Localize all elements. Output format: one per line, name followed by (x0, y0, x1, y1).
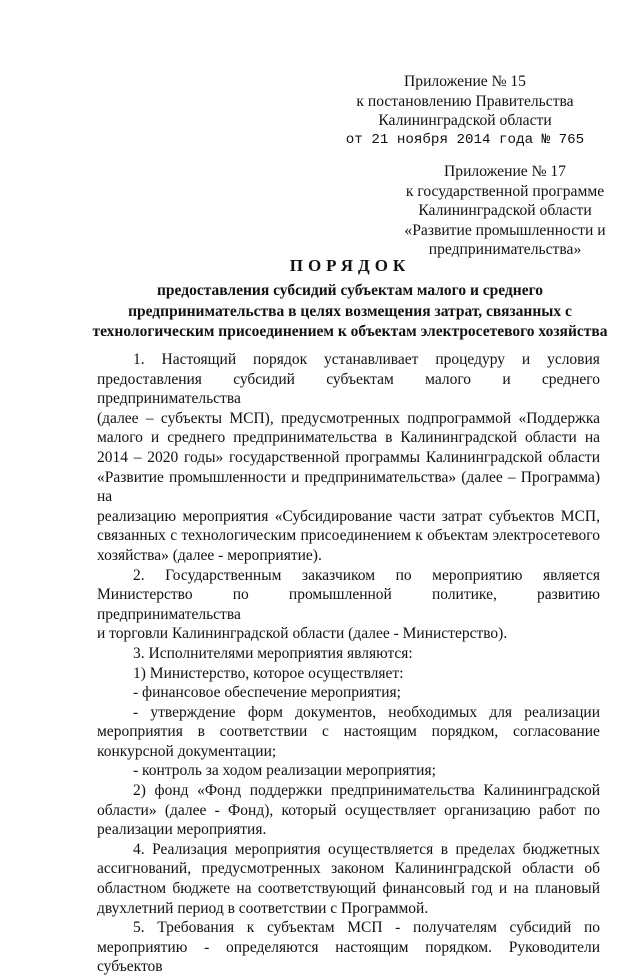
body-line: 2) фонд «Фонд поддержки предпринимательства Калининградской (133, 782, 600, 800)
subtitle-line: предпринимательства в целях возмещения затрат, связанных с (128, 302, 572, 320)
body-line: конкурсной документации; (97, 742, 277, 760)
body-word: порядком, (431, 723, 499, 741)
body-word: согласование (513, 723, 600, 741)
body-word: настоящим (343, 723, 417, 741)
body-word: по (395, 566, 412, 584)
body-line: ассигнований, предусмотренных законом Калининградской области об (97, 860, 600, 878)
body-word: мероприятию (432, 566, 523, 584)
document-body (97, 350, 600, 977)
subtitle-line: технологическим присоединением к объектам электросетевого хозяйства (92, 323, 608, 340)
appendix-15-date: от 21 ноября 2014 года № 765 (345, 131, 585, 148)
body-word: является (543, 566, 600, 584)
body-word: Настоящий (161, 351, 237, 368)
appendix-15-header (330, 72, 600, 150)
body-word: порядок (253, 351, 308, 368)
body-line: реализацию мероприятия «Субсидирование части затрат субъектов МСП, (97, 507, 600, 525)
body-word: 1. (133, 351, 145, 368)
appendix-17-program-name-1: «Развитие промышленности и (404, 221, 606, 239)
body-word: соответствии (219, 723, 308, 741)
body-word: и (521, 351, 531, 368)
body-word: мероприятия (97, 723, 183, 741)
body-line: малого и среднего предпринимательства в Калининградской области на (97, 429, 600, 447)
body-word: условия (547, 351, 600, 368)
appendix-15-number: Приложение № 15 (404, 73, 526, 90)
body-line: (далее – субъекты МСП), предусмотренных подпрограммой «Поддержка (97, 409, 600, 427)
appendix-15-resolution: к постановлению Правительства (356, 92, 574, 110)
body-line: - финансовое обеспечение мероприятия; (133, 684, 401, 702)
appendix-17-program: к государственной программе (405, 182, 605, 200)
body-line: области» (далее - Фонд), который осуществляет организацию работ по (97, 801, 600, 819)
appendix-17-header (370, 162, 640, 260)
body-word: устанавливает (323, 351, 419, 368)
appendix-17-number: Приложение № 17 (444, 163, 566, 180)
body-line: Министерство по промышленной политике, развитию предпринимательства (97, 586, 600, 623)
appendix-15-region: Калининградской области (378, 112, 552, 129)
body-line: 2014 – 2020 годы» государственной программы Калининградской области (97, 448, 600, 466)
body-line: - утверждение форм документов, необходимых для реализации (133, 703, 600, 721)
appendix-17-region: Калининградской области (418, 202, 592, 219)
body-line: 4. Реализация мероприятия осуществляется в пределах бюджетных (133, 840, 600, 858)
body-line: и торговли Калининградской области (далее - Министерство). (97, 625, 508, 643)
body-word: Государственным (165, 566, 282, 584)
body-word: с (321, 723, 329, 741)
body-line: мероприятию - определяются настоящим порядком. Руководители субъектов (97, 938, 600, 976)
body-line: 5. Требования к субъектам МСП - получателям субсидий по (133, 919, 600, 937)
appendix-17-program-name-2: предпринимательства» (428, 241, 582, 258)
body-line: хозяйства» (далее - мероприятие). (97, 546, 322, 564)
subtitle-line: предоставления субсидий субъектам малого и среднего (157, 282, 543, 299)
body-line (97, 350, 600, 370)
body-line: двухлетний период в соответствии с Программой. (97, 899, 429, 917)
body-line: связанных с технологическим присоединением к объектам электросетевого (97, 527, 600, 545)
body-line: «Развитие промышленности и предпринимательства» (далее – Программа) на (97, 468, 600, 506)
body-word: 2. (133, 566, 145, 584)
body-line: областном бюджете на соответствующий финансовый год и на плановый (97, 880, 600, 898)
document-subtitle (90, 281, 610, 343)
body-line: предоставления субсидий субъектам малого и среднего предпринимательства (97, 370, 600, 408)
body-word: в (197, 723, 205, 741)
body-line: 1) Министерство, которое осуществляет: (133, 664, 404, 682)
body-line: реализации мероприятия. (97, 821, 267, 839)
body-word: процедуру (435, 351, 506, 368)
body-line: 3. Исполнителями мероприятия являются: (133, 644, 413, 662)
body-line (97, 722, 600, 742)
document-title: ПОРЯДОК (289, 256, 411, 275)
body-line: - контроль за ходом реализации мероприятия; (133, 762, 436, 780)
body-line (97, 566, 600, 586)
body-word: заказчиком (301, 566, 376, 584)
